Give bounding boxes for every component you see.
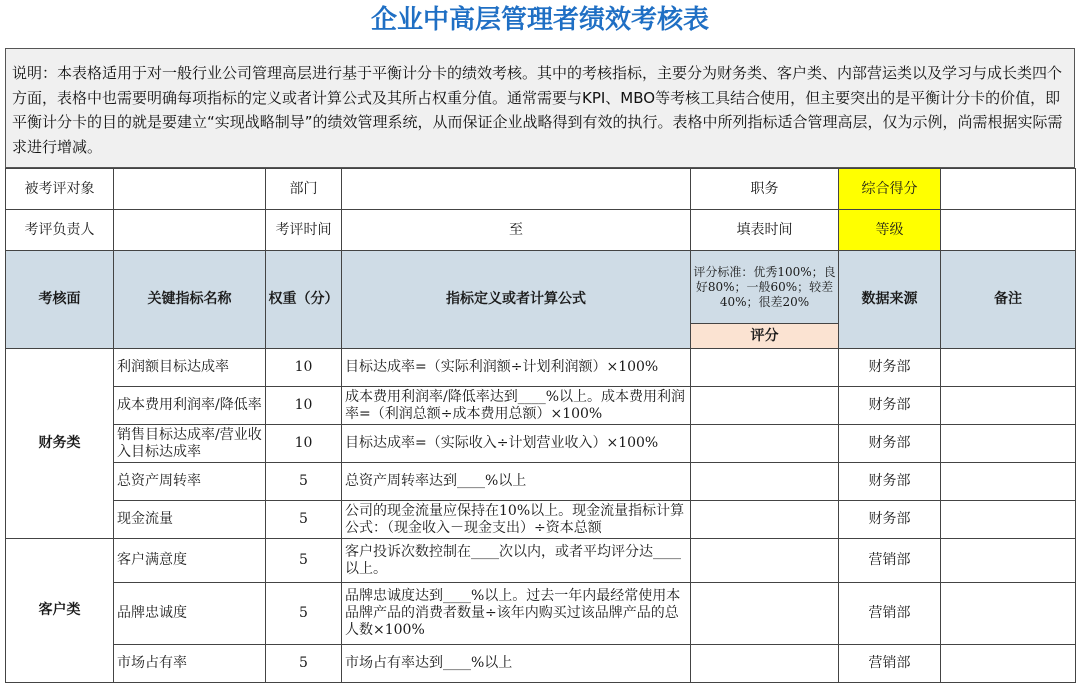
formula-header: 指标定义或者计算公式 (342, 251, 691, 349)
data-source: 财务部 (839, 425, 941, 463)
owner-label: 考评负责人 (6, 210, 114, 251)
data-source: 营销部 (839, 645, 941, 683)
indicator-name: 品牌忠诚度 (114, 583, 266, 645)
table-row (6, 539, 1076, 583)
page-title: 企业中高层管理者绩效考核表 (370, 5, 709, 35)
indicator-name: 市场占有率 (114, 645, 266, 683)
formula-text: 市场占有率达到____%以上 (342, 645, 691, 683)
time-label: 考评时间 (266, 210, 342, 251)
table-row (6, 463, 1076, 501)
section-customer: 客户类 (6, 539, 114, 683)
weight-header: 权重（分） (266, 251, 342, 349)
data-source: 财务部 (839, 387, 941, 425)
table-row (6, 645, 1076, 683)
score-cell[interactable] (691, 349, 839, 387)
indicator-name: 利润额目标达成率 (114, 349, 266, 387)
table-row (6, 583, 1076, 645)
remark-cell[interactable] (941, 425, 1076, 463)
fill-time-label: 填表时间 (691, 210, 839, 251)
remark-header: 备注 (941, 251, 1076, 349)
indicator-name: 现金流量 (114, 501, 266, 539)
column-header-row (6, 251, 1076, 324)
indicator-name: 销售目标达成率/营业收入目标达成率 (114, 425, 266, 463)
weight-value: 5 (266, 463, 342, 501)
grade-value-cell[interactable] (941, 210, 1076, 251)
remark-cell[interactable] (941, 583, 1076, 645)
score-cell[interactable] (691, 583, 839, 645)
time-range-cell[interactable]: 至 (342, 210, 691, 251)
source-header: 数据来源 (839, 251, 941, 349)
subject-value-cell[interactable] (114, 169, 266, 210)
data-source: 营销部 (839, 539, 941, 583)
data-source: 财务部 (839, 349, 941, 387)
remark-cell[interactable] (941, 539, 1076, 583)
data-source: 营销部 (839, 583, 941, 645)
formula-text: 客户投诉次数控制在____次以内，或者平均评分达____以上。 (342, 539, 691, 583)
score-header: 评分 (691, 324, 839, 349)
owner-value-cell[interactable] (114, 210, 266, 251)
aspect-header: 考核面 (6, 251, 114, 349)
weight-value: 5 (266, 645, 342, 683)
description-note: 说明：本表格适用于对一般行业公司管理高层进行基于平衡计分卡的绩效考核。其中的考核指标，主要分为财务类、客户类、内部营运类以及学习与成长类四个方面，表格中也需要明确每项指标的定义或者计算公式及其所占权重分值。通常需要与KPI、MBO等考核工具结合使用，但主要突出的是平衡计分卡的价值，即平衡计分卡的目的就是要建立“实现战略制导”的绩效管理系统，从而保证企业战略得到有效的执行。表格中所列指标适合管理高层，仅为示例，尚需根据实际需求进行增减。 (5, 48, 1075, 168)
dept-value-cell[interactable] (342, 169, 691, 210)
formula-text: 目标达成率=（实际收入÷计划营业收入）×100% (342, 425, 691, 463)
table-row (6, 349, 1076, 387)
data-source: 财务部 (839, 501, 941, 539)
weight-value: 10 (266, 349, 342, 387)
formula-text: 公司的现金流量应保持在10%以上。现金流量指标计算公式：（现金收入－现金支出）÷资本总额 (342, 501, 691, 539)
weight-value: 5 (266, 539, 342, 583)
weight-value: 5 (266, 583, 342, 645)
weight-value: 10 (266, 387, 342, 425)
indicator-name: 客户满意度 (114, 539, 266, 583)
remark-cell[interactable] (941, 645, 1076, 683)
remark-cell[interactable] (941, 387, 1076, 425)
table-row (6, 425, 1076, 463)
remark-cell[interactable] (941, 463, 1076, 501)
score-cell[interactable] (691, 501, 839, 539)
grade-label: 等级 (839, 210, 941, 251)
info-row-2 (6, 210, 1076, 251)
weight-value: 10 (266, 425, 342, 463)
remark-cell[interactable] (941, 349, 1076, 387)
appraisal-table (5, 168, 1076, 683)
score-cell[interactable] (691, 645, 839, 683)
weight-value: 5 (266, 501, 342, 539)
subject-label: 被考评对象 (6, 169, 114, 210)
table-row (6, 501, 1076, 539)
score-cell[interactable] (691, 463, 839, 501)
score-cell[interactable] (691, 425, 839, 463)
score-cell[interactable] (691, 539, 839, 583)
total-score-label: 综合得分 (839, 169, 941, 210)
indicator-header: 关键指标名称 (114, 251, 266, 349)
indicator-name: 总资产周转率 (114, 463, 266, 501)
dept-label: 部门 (266, 169, 342, 210)
formula-text: 成本费用利润率/降低率达到____%以上。成本费用利润率=（利润总额÷成本费用总额）×100% (342, 387, 691, 425)
indicator-name: 成本费用利润率/降低率 (114, 387, 266, 425)
remark-cell[interactable] (941, 501, 1076, 539)
info-row-1 (6, 169, 1076, 210)
formula-text: 品牌忠诚度达到____%以上。过去一年内最经常使用本品牌产品的消费者数量÷该年内购买过该品牌产品的总人数×100% (342, 583, 691, 645)
data-source: 财务部 (839, 463, 941, 501)
position-label: 职务 (691, 169, 839, 210)
formula-text: 总资产周转率达到____%以上 (342, 463, 691, 501)
score-cell[interactable] (691, 387, 839, 425)
section-finance: 财务类 (6, 349, 114, 539)
formula-text: 目标达成率=（实际利润额÷计划利润额）×100% (342, 349, 691, 387)
total-score-value-cell[interactable] (941, 169, 1076, 210)
scoring-standard-header: 评分标准：优秀100%；良好80%；一般60%；较差40%；很差20% (691, 251, 839, 324)
table-row (6, 387, 1076, 425)
